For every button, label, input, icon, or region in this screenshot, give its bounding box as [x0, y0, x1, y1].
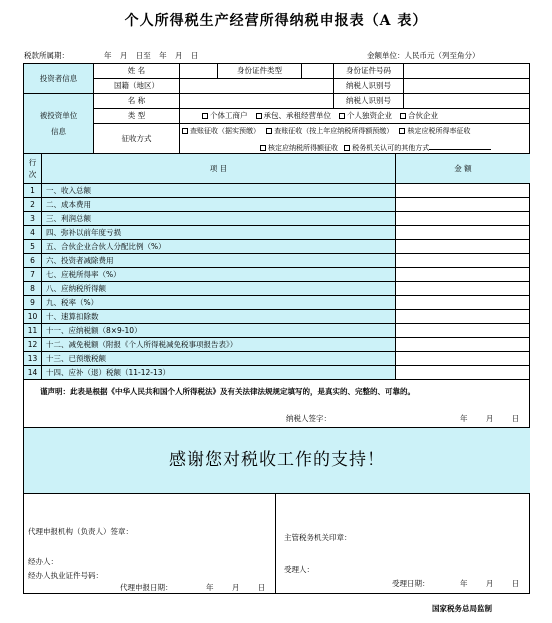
- row-item-label: 九、税率（%）: [42, 296, 396, 310]
- unit-name-value[interactable]: [180, 94, 334, 109]
- row-item-label: 三、利润总额: [42, 212, 396, 226]
- agent-date: 年 月 日: [206, 583, 266, 592]
- declaration-text: 谨声明：此表是根据《中华人民共和国个人所得税法》及有关法律法规规定填写的，是真实的、完整的、可靠的。: [40, 387, 415, 396]
- row-item-label: 十一、应纳税额（8×9-10）: [42, 324, 396, 338]
- invested-unit-label-line2: 信息: [51, 126, 66, 136]
- unit-taxpayer-id-value[interactable]: [404, 94, 530, 109]
- collection-option-actual[interactable]: 查账征收（据实预缴）: [182, 127, 260, 135]
- row-amount-field[interactable]: [396, 268, 530, 282]
- row-number: 11: [24, 324, 42, 338]
- checkbox-icon: [266, 128, 272, 134]
- row-item-label: 十、速算扣除数: [42, 310, 396, 324]
- row-amount-field[interactable]: [396, 184, 530, 198]
- unit-type-label: 类 型: [94, 109, 180, 124]
- checkbox-icon: [202, 113, 208, 119]
- tax-form-sheet: [23, 63, 530, 594]
- checkbox-icon: [182, 128, 188, 134]
- row-number: 13: [24, 352, 42, 366]
- row-amount-field[interactable]: [396, 282, 530, 296]
- collection-method-options: [180, 124, 530, 154]
- row-item-label: 十四、应补（退）税额（11-12-13）: [42, 366, 396, 380]
- unit-type-options: [180, 109, 530, 124]
- row-amount-field[interactable]: [396, 212, 530, 226]
- invested-unit-label-line1: 被投资单位: [39, 111, 78, 120]
- form-title: 个人所得税生产经营所得纳税申报表（A 表）: [124, 13, 428, 29]
- row-number: 7: [24, 268, 42, 282]
- row-number: 4: [24, 226, 42, 240]
- checkbox-icon: [344, 145, 350, 151]
- row-number: 6: [24, 254, 42, 268]
- authority-seal-label[interactable]: 主管税务机关印章：: [284, 533, 352, 542]
- collection-option-other[interactable]: 税务机关认可的其他方式: [344, 144, 491, 152]
- unit-label: 金额单位：人民币元（列至角分）: [367, 51, 480, 60]
- checkbox-icon: [400, 113, 406, 119]
- row-number: 5: [24, 240, 42, 254]
- investor-id-type-label: 身份证件类型: [218, 64, 302, 79]
- row-amount-field[interactable]: [396, 366, 530, 380]
- row-item-label: 十二、减免税额（附报《个人所得税减免税事项报告表》）: [42, 338, 396, 352]
- checkbox-icon: [399, 128, 405, 134]
- item-column-header: 项 目: [42, 154, 396, 184]
- supervisor-label: 国家税务总局监制: [432, 604, 492, 613]
- row-number-header: 行 次: [24, 154, 42, 184]
- row-number: 2: [24, 198, 42, 212]
- tax-period-value: 年 月 日至 年 月 日: [104, 51, 199, 60]
- agent-seal-label[interactable]: 代理申报机构（负责人）签章：: [28, 527, 133, 536]
- receiver-label[interactable]: 受理人：: [284, 565, 314, 574]
- row-amount-field[interactable]: [396, 352, 530, 366]
- row-amount-field[interactable]: [396, 254, 530, 268]
- collection-option-assessed-rate[interactable]: 核定应税所得率征收: [399, 127, 470, 135]
- checkbox-icon: [339, 113, 345, 119]
- row-amount-field[interactable]: [396, 338, 530, 352]
- row-amount-field[interactable]: [396, 240, 530, 254]
- row-number: 14: [24, 366, 42, 380]
- type-option-partnership[interactable]: 合伙企业: [400, 112, 438, 120]
- handler-label[interactable]: 经办人：: [28, 557, 58, 566]
- investor-name-value[interactable]: [180, 64, 218, 79]
- row-item-label: 六、投资者减除费用: [42, 254, 396, 268]
- row-item-label: 十三、已预缴税额: [42, 352, 396, 366]
- unit-name-label: 名 称: [94, 94, 180, 109]
- checkbox-icon: [260, 145, 266, 151]
- receive-date: 年 月 日: [460, 579, 520, 588]
- declaration-block: [24, 380, 530, 428]
- investor-taxpayer-id-value[interactable]: [404, 79, 530, 94]
- agent-date-label: 代理申报日期：: [120, 583, 173, 592]
- agent-footer-block: [24, 494, 276, 594]
- row-item-label: 八、应纳税所得额: [42, 282, 396, 296]
- row-amount-field[interactable]: [396, 198, 530, 212]
- taxpayer-signature-label[interactable]: 纳税人签字：: [286, 414, 331, 423]
- row-number: 1: [24, 184, 42, 198]
- row-item-label: 五、合伙企业合伙人分配比例（%）: [42, 240, 396, 254]
- investor-name-label: 姓 名: [94, 64, 180, 79]
- row-amount-field[interactable]: [396, 226, 530, 240]
- row-amount-field[interactable]: [396, 310, 530, 324]
- row-item-label: 七、应税所得率（%）: [42, 268, 396, 282]
- row-item-label: 一、收入总额: [42, 184, 396, 198]
- declaration-date: 年 月 日: [460, 414, 520, 423]
- row-item-label: 四、弥补以前年度亏损: [42, 226, 396, 240]
- row-number: 8: [24, 282, 42, 296]
- handler-cert-label[interactable]: 经办人执业证件号码：: [28, 571, 103, 580]
- type-option-sole-proprietorship[interactable]: 个人独资企业: [339, 112, 392, 120]
- receive-date-label: 受理日期：: [392, 579, 430, 588]
- collection-method-label: 征收方式: [94, 124, 180, 154]
- row-number: 3: [24, 212, 42, 226]
- investor-taxpayer-id-label: 纳税人识别号: [334, 79, 404, 94]
- type-option-contract-lease[interactable]: 承包、承租经营单位: [256, 112, 332, 120]
- collection-option-assessed-income[interactable]: 核定应纳税所得额征收: [260, 144, 338, 152]
- investor-id-type-value[interactable]: [302, 64, 334, 79]
- investor-id-number-value[interactable]: [404, 64, 530, 79]
- row-item-label: 二、成本费用: [42, 198, 396, 212]
- checkbox-icon: [256, 113, 262, 119]
- thanks-banner: 感谢您对税收工作的支持！: [24, 428, 530, 494]
- authority-footer-block: [276, 494, 530, 594]
- unit-taxpayer-id-label: 纳税人识别号: [334, 94, 404, 109]
- investor-id-number-label: 身份证件号码: [334, 64, 404, 79]
- amount-column-header: 金 额: [396, 154, 530, 184]
- row-number: 12: [24, 338, 42, 352]
- invested-unit-section-label: [24, 94, 94, 154]
- investor-section-label: 投资者信息: [24, 64, 94, 94]
- row-amount-field[interactable]: [396, 296, 530, 310]
- row-number: 10: [24, 310, 42, 324]
- type-option-individual-business[interactable]: 个体工商户: [202, 112, 248, 120]
- investor-nationality-label: 国籍（地区）: [94, 79, 180, 94]
- tax-period-label: 税款所属期：: [24, 51, 69, 60]
- row-number: 9: [24, 296, 42, 310]
- collection-option-prior-year[interactable]: 查账征收（按上年应纳税所得额预缴）: [266, 127, 393, 135]
- row-amount-field[interactable]: [396, 324, 530, 338]
- investor-nationality-value[interactable]: [180, 79, 334, 94]
